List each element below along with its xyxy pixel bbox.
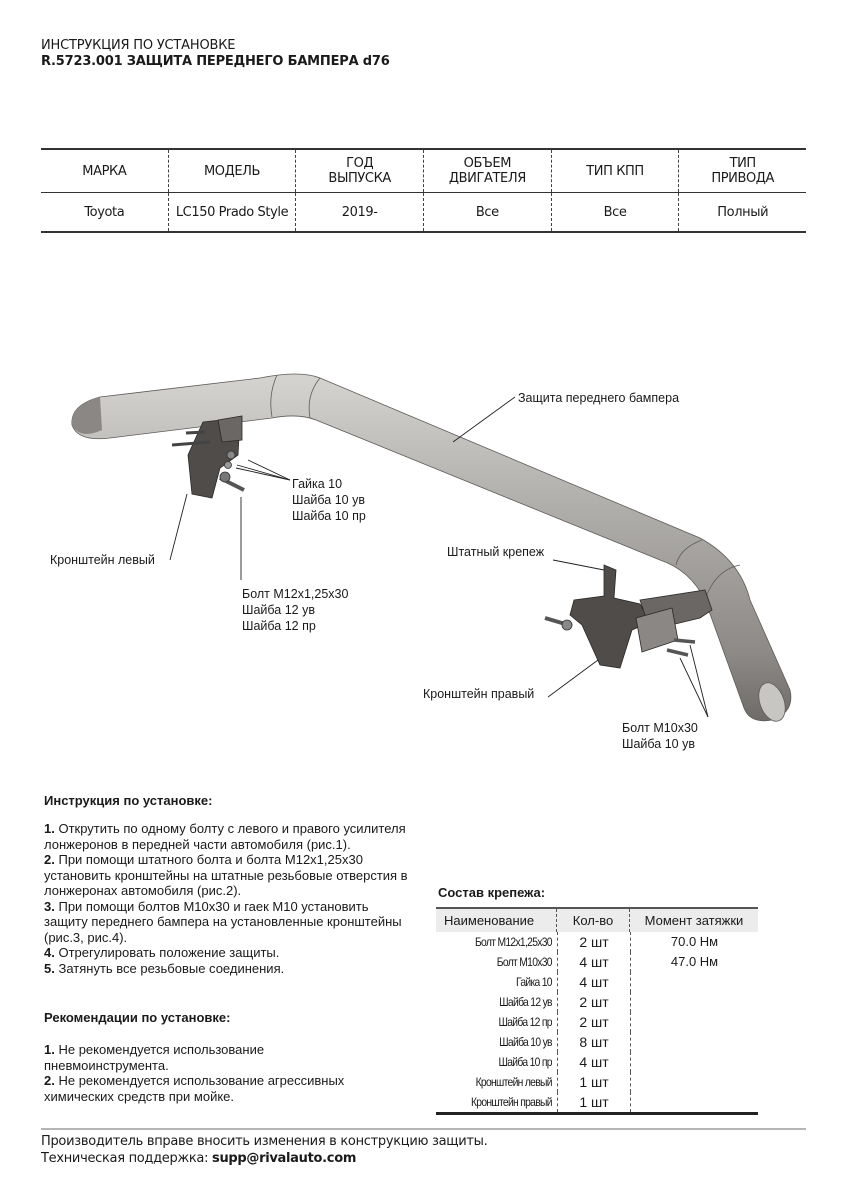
fastener-name: Гайка 10: [516, 975, 552, 989]
footer-notice: Производитель вправе вносить изменения в конструкцию защиты.: [41, 1134, 488, 1149]
vehicle-table-row: [41, 193, 806, 231]
fastener-qty: 1 шт: [558, 1092, 631, 1112]
bumper-tube: [72, 374, 791, 725]
fastener-torque: [631, 1092, 758, 1112]
instruction-step: 4. Отрегулировать положение защиты.: [44, 945, 280, 960]
fastener-row: [436, 1092, 758, 1112]
fastener-qty: 2 шт: [558, 1012, 631, 1032]
fastener-qty: 8 шт: [558, 1032, 631, 1052]
fastener-torque: 47.0 Нм: [670, 954, 719, 969]
label-bracket-left: Кронштейн левый: [50, 553, 155, 567]
fastener-qty: 1 шт: [558, 1072, 631, 1092]
header-name: Наименование: [436, 909, 557, 932]
fastener-name: Кронштейн левый: [475, 1075, 552, 1089]
right-bracket: [545, 565, 712, 668]
fastener-name: Шайба 12 ув: [499, 995, 552, 1009]
fastener-qty: 2 шт: [558, 992, 631, 1012]
instruction-step: 2. При помощи штатного болта и болта М12х1,25х30 установить кронштейны на штатные резьбовые отверстия в лонжеронах автомобиля (рис.2).: [44, 852, 408, 898]
label-washer10-spring: Шайба 10 пр: [292, 509, 366, 523]
fasteners-table: [436, 907, 758, 1115]
header-torque: Момент затяжки: [644, 913, 744, 928]
fastener-name: Шайба 10 ув: [499, 1035, 552, 1049]
instruction-step: 5. Затянуть все резьбовые соединения.: [44, 960, 285, 976]
fastener-row: [436, 1032, 758, 1052]
header-brand: МАРКА: [41, 150, 169, 192]
fastener-name: Шайба 10 пр: [498, 1055, 552, 1069]
label-washer10: Шайба 10 ув: [622, 737, 695, 751]
fastener-name: Шайба 12 пр: [498, 1015, 552, 1029]
label-bolt12: Болт М12х1,25х30: [242, 587, 349, 601]
instructions-list: [44, 821, 409, 976]
fastener-torque: [631, 972, 758, 992]
support-email[interactable]: supp@rivalauto.com: [212, 1151, 357, 1166]
cell-gearbox: Все: [552, 193, 680, 231]
fastener-name: Кронштейн правый: [470, 1095, 552, 1109]
header-model: МОДЕЛЬ: [169, 150, 297, 192]
header-engine: ОБЪЕМ ДВИГАТЕЛЯ: [424, 150, 552, 192]
label-bumper: Защита переднего бампера: [518, 391, 680, 405]
fastener-row: [436, 992, 758, 1012]
fastener-torque: [631, 1072, 758, 1092]
recommendations-list: [44, 1042, 384, 1104]
header-gearbox: ТИП КПП: [552, 150, 680, 192]
fastener-qty: 4 шт: [558, 952, 631, 972]
label-washer12-spring: Шайба 12 пр: [242, 619, 316, 633]
fasteners-title: Состав крепежа:: [438, 885, 546, 900]
bumper-drawing: [0, 330, 848, 770]
cell-drive: Полный: [717, 204, 769, 220]
label-bolt12-group: [242, 586, 348, 634]
footer: [41, 1128, 806, 1167]
fastener-row: [436, 932, 758, 952]
fastener-name: Болт М10х30: [496, 955, 552, 969]
fastener-row: [436, 1072, 758, 1092]
header-year: ГОД ВЫПУСКА: [296, 150, 424, 192]
label-nut-group: [292, 476, 366, 524]
footer-support: [41, 1150, 806, 1167]
fastener-row: [436, 952, 758, 972]
fastener-row: [436, 972, 758, 992]
fastener-qty: 4 шт: [558, 972, 631, 992]
fastener-qty: 2 шт: [558, 932, 631, 952]
label-stock-fastener: Штатный крепеж: [447, 545, 545, 559]
document-title: R.5723.001 ЗАЩИТА ПЕРЕДНЕГО БАМПЕРА d76: [41, 54, 390, 69]
fastener-torque: [631, 1012, 758, 1032]
fastener-torque: [631, 992, 758, 1012]
instruction-step: 1. Открутить по одному болту с левого и правого усилителя лонжеронов в передней части автомобиля (рис.1).: [44, 821, 406, 852]
label-nut: Гайка 10: [292, 477, 343, 491]
fasteners-header: [436, 909, 758, 932]
cell-brand: Toyota: [41, 193, 169, 231]
support-label: Техническая поддержка:: [41, 1151, 212, 1166]
vehicle-table-header: [41, 150, 806, 193]
label-bolt10: Болт М10х30: [622, 721, 698, 735]
fastener-qty: 4 шт: [558, 1052, 631, 1072]
fastener-row: [436, 1012, 758, 1032]
fastener-torque: 70.0 Нм: [670, 934, 719, 949]
assembly-diagram: [0, 330, 848, 770]
document-subtitle: ИНСТРУКЦИЯ ПО УСТАНОВКЕ: [41, 38, 236, 53]
recommendation-item: 1. Не рекомендуется использование пневмоинструмента.: [44, 1042, 265, 1073]
label-bracket-right: Кронштейн правый: [423, 687, 535, 701]
instructions-title: Инструкция по установке:: [44, 793, 213, 808]
fastener-name: Болт М12х1,25х30: [474, 935, 552, 949]
label-washer12-wide: Шайба 12 ув: [242, 603, 315, 617]
recommendations-title: Рекомендации по установке:: [44, 1010, 231, 1025]
cell-engine: Все: [424, 193, 552, 231]
fastener-torque: [631, 1032, 758, 1052]
cell-year: 2019-: [296, 193, 424, 231]
fastener-torque: [631, 1052, 758, 1072]
header-drive: ТИП ПРИВОДА: [711, 156, 775, 186]
header-qty: Кол-во: [557, 909, 630, 932]
instruction-step: 3. При помощи болтов М10х30 и гаек М10 установить защиту переднего бампера на установленные кронштейны (рис.3, рис.4).: [44, 898, 402, 945]
label-bolt10-group: [622, 720, 698, 752]
label-washer10-wide: Шайба 10 ув: [292, 493, 365, 507]
recommendation-item: 2. Не рекомендуется использование агрессивных химических средств при мойке.: [44, 1073, 345, 1104]
fastener-row: [436, 1052, 758, 1072]
vehicle-table: [41, 148, 806, 233]
cell-model: LC150 Prado Style: [169, 193, 297, 231]
